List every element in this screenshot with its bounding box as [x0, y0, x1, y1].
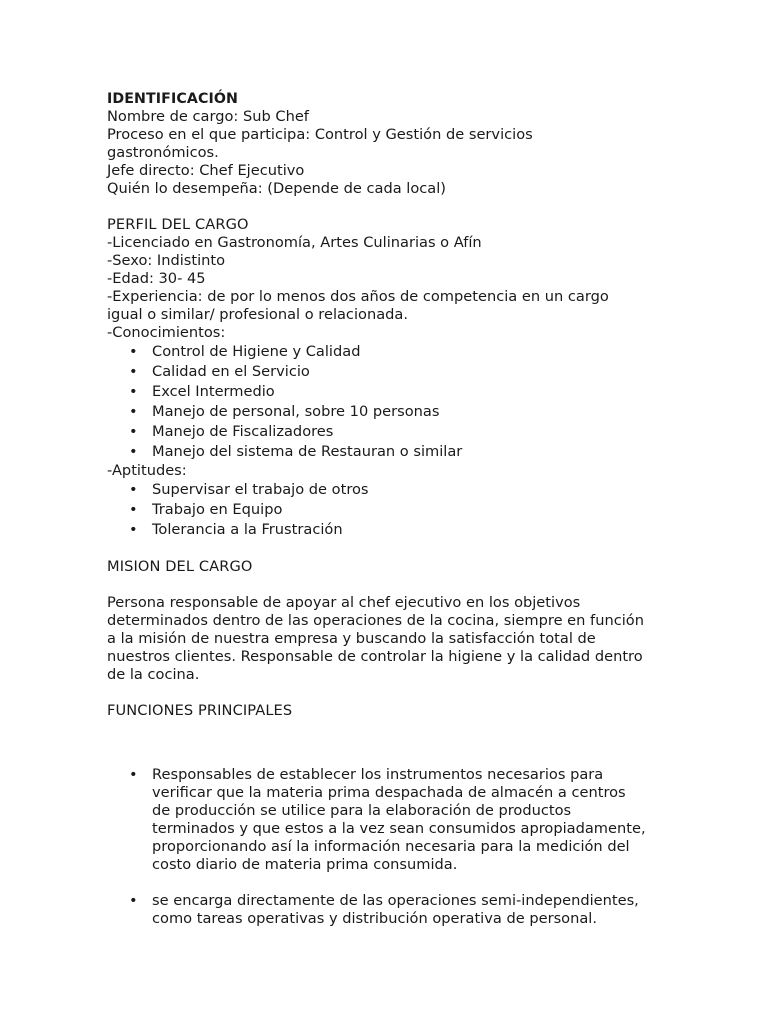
section-mision: [107, 558, 687, 684]
list-item-text: Supervisar el trabajo de otros: [152, 481, 369, 498]
list-item-text: Excel Intermedio: [152, 383, 275, 400]
heading-identificacion: IDENTIFICACIÓN: [107, 91, 238, 107]
funcion-1-line: Responsables de establecer los instrumentos necesarios para: [152, 766, 604, 783]
conocimientos-list: [107, 342, 687, 462]
bullet-icon: •: [129, 521, 138, 538]
mision-line: nuestros clientes. Responsable de controlar la higiene y la calidad dentro: [107, 648, 643, 665]
funcion-1-line: de producción se utilice para la elaboración de productos: [152, 802, 572, 819]
bullet-icon: •: [129, 766, 138, 783]
list-item-text: Calidad en el Servicio: [152, 363, 310, 380]
mision-line: Persona responsable de apoyar al chef ejecutivo en los objetivos: [107, 594, 581, 611]
list-item: [107, 520, 687, 540]
section-funciones: [107, 702, 687, 928]
list-item: [107, 480, 687, 500]
mision-line: determinados dentro de las operaciones de la cocina, siempre en función: [107, 612, 644, 629]
jefe-directo: Jefe directo: Chef Ejecutivo: [107, 162, 305, 179]
bullet-icon: •: [129, 501, 138, 518]
list-item: [107, 892, 687, 928]
bullet-icon: •: [129, 343, 138, 360]
heading-perfil: PERFIL DEL CARGO: [107, 216, 249, 233]
bullet-icon: •: [129, 481, 138, 498]
funcion-1-line: proporcionando así la información necesaria para la medición del: [152, 838, 630, 855]
proceso-line-2: gastronómicos.: [107, 144, 219, 161]
bullet-icon: •: [129, 383, 138, 400]
funcion-1-line: verificar que la materia prima despachada de almacén a centros: [152, 784, 626, 801]
perfil-sexo: -Sexo: Indistinto: [107, 252, 226, 269]
list-item: [107, 500, 687, 520]
mision-line: a la misión de nuestra empresa y buscando la satisfacción total de: [107, 630, 596, 647]
list-item: [107, 402, 687, 422]
perfil-conocimientos-label: -Conocimientos:: [107, 324, 226, 341]
perfil-edad: -Edad: 30- 45: [107, 270, 206, 287]
section-perfil: [107, 216, 687, 540]
list-item: [107, 442, 687, 462]
heading-mision: MISION DEL CARGO: [107, 558, 253, 575]
perfil-aptitudes-label: -Aptitudes:: [107, 462, 187, 479]
funcion-2-line: como tareas operativas y distribución operativa de personal.: [152, 910, 597, 927]
nombre-de-cargo: Nombre de cargo: Sub Chef: [107, 108, 309, 125]
perfil-experiencia-2: igual o similar/ profesional o relacionada.: [107, 306, 408, 323]
document-page: [107, 90, 687, 928]
list-item-text: Control de Higiene y Calidad: [152, 343, 361, 360]
list-item: [107, 342, 687, 362]
funcion-2-line: se encarga directamente de las operaciones semi-independientes,: [152, 892, 639, 909]
list-item-text: Manejo de Fiscalizadores: [152, 423, 334, 440]
aptitudes-list: [107, 480, 687, 540]
mision-line: de la cocina.: [107, 666, 200, 683]
bullet-icon: •: [129, 363, 138, 380]
bullet-icon: •: [129, 443, 138, 460]
funcion-1-line: costo diario de materia prima consumida.: [152, 856, 458, 873]
quien-lo-desempena: Quién lo desempeña: (Depende de cada local): [107, 180, 446, 197]
list-item: [107, 382, 687, 402]
perfil-licenciado: -Licenciado en Gastronomía, Artes Culinarias o Afín: [107, 234, 482, 251]
funcion-1-line: terminados y que estos a la vez sean consumidos apropiadamente,: [152, 820, 646, 837]
funciones-list: [107, 766, 687, 928]
list-item: [107, 766, 687, 874]
list-item: [107, 362, 687, 382]
list-item: [107, 422, 687, 442]
bullet-icon: •: [129, 892, 138, 909]
list-item-text: Tolerancia a la Frustración: [152, 521, 343, 538]
perfil-experiencia-1: -Experiencia: de por lo menos dos años de competencia en un cargo: [107, 288, 609, 305]
list-item-text: Manejo de personal, sobre 10 personas: [152, 403, 440, 420]
proceso-line-1: Proceso en el que participa: Control y Gestión de servicios: [107, 126, 533, 143]
bullet-icon: •: [129, 403, 138, 420]
list-item-text: Manejo del sistema de Restauran o similar: [152, 443, 463, 460]
list-item-text: Trabajo en Equipo: [152, 501, 283, 518]
heading-funciones: FUNCIONES PRINCIPALES: [107, 702, 293, 719]
bullet-icon: •: [129, 423, 138, 440]
section-identificacion: [107, 90, 687, 198]
